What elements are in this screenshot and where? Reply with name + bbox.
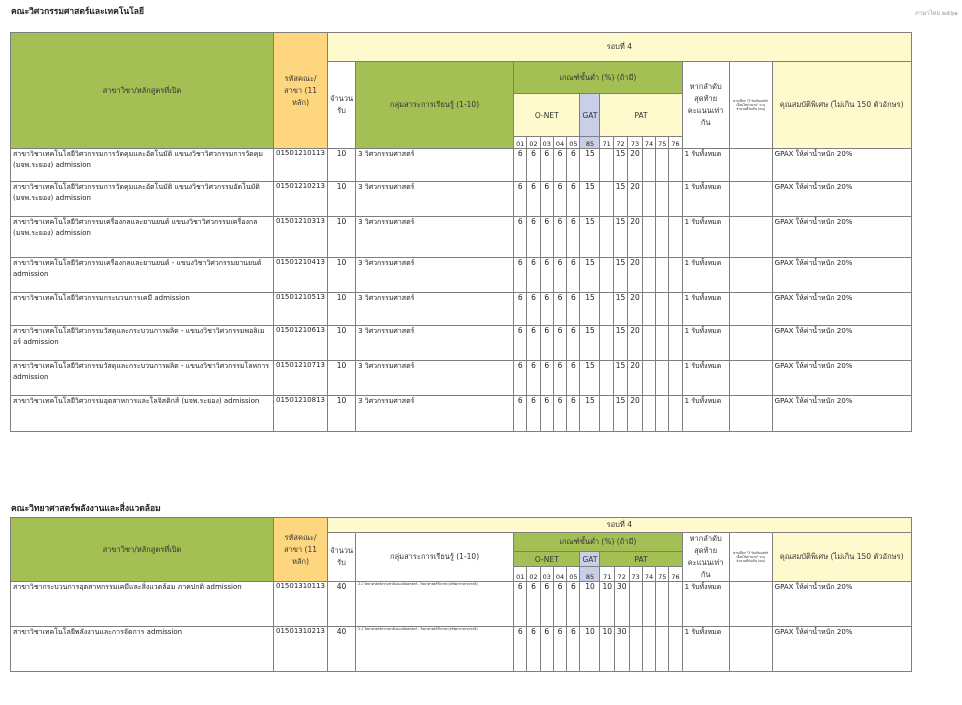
tie-extra-cell bbox=[729, 293, 772, 326]
score-cell-01: 6 bbox=[514, 627, 527, 672]
score-cell-72: 15 bbox=[613, 361, 628, 396]
score-cell-75 bbox=[656, 258, 669, 293]
group-cell: 2.1 วิทยาศาสตร์ธรรมชาติและคณิตศาสตร์ - วิทยาศาสตร์ชีวภาพ (ทรัพยากรธรรมชาติ) bbox=[356, 627, 514, 672]
score-cell-71 bbox=[600, 217, 613, 258]
score-cell-85: 15 bbox=[580, 217, 600, 258]
major-cell: สาขาวิชาเทคโนโลยีวิศวกรรมวัสดุและกระบวนการผลิต - แขนงวิชาวิศวกรรมโลหการ admission bbox=[11, 361, 274, 396]
header-criteria: เกณฑ์ขั้นต่ำ (%) (ถ้ามี) bbox=[514, 533, 683, 552]
header-group: กลุ่มสาระการเรียนรู้ (1-10) bbox=[356, 62, 514, 149]
score-cell-72: 30 bbox=[614, 627, 629, 672]
score-cell-76 bbox=[669, 258, 682, 293]
score-cell-05: 6 bbox=[567, 361, 580, 396]
special-cell: GPAX ให้ค่าน้ำหนัก 20% bbox=[772, 396, 911, 432]
score-cell-04: 6 bbox=[553, 217, 566, 258]
seats-cell: 40 bbox=[328, 627, 356, 672]
header-group: กลุ่มสาระการเรียนรู้ (1-10) bbox=[356, 533, 514, 582]
score-cell-74 bbox=[642, 361, 655, 396]
score-cell-01: 6 bbox=[514, 258, 527, 293]
score-cell-76 bbox=[669, 396, 682, 432]
group-cell: 3 วิศวกรรมศาสตร์ bbox=[356, 182, 514, 217]
score-cell-71 bbox=[600, 396, 613, 432]
score-cell-71 bbox=[600, 361, 613, 396]
score-cell-04: 6 bbox=[553, 326, 566, 361]
score-cell-02: 6 bbox=[527, 182, 540, 217]
code-cell: 01501210213 bbox=[274, 182, 328, 217]
section-title-engineering: คณะวิศวกรรมศาสตร์และเทคโนโลยี bbox=[11, 7, 144, 17]
tie-extra-cell bbox=[729, 258, 772, 293]
score-cell-03: 6 bbox=[540, 258, 553, 293]
score-cell-74 bbox=[642, 627, 655, 672]
score-cell-75 bbox=[656, 326, 669, 361]
header-tie: หากลำดับสุดท้ายคะแนนเท่ากัน bbox=[682, 533, 729, 582]
score-cell-73: 20 bbox=[628, 217, 643, 258]
admission-table-energy-science bbox=[10, 517, 912, 672]
tie-cell: 1 รับทั้งหมด bbox=[682, 293, 729, 326]
score-cell-71 bbox=[600, 149, 613, 182]
tie-cell: 1 รับทั้งหมด bbox=[682, 582, 729, 627]
subject-code-04: 04 bbox=[553, 137, 566, 149]
major-cell: สาขาวิชาเทคโนโลยีวิศวกรรมการวัดคุมและอัตโนมัติ แขนงวิชาวิศวกรรมอัตโนมัติ (มจพ.ระยอง) admission bbox=[11, 182, 274, 217]
score-cell-05: 6 bbox=[567, 396, 580, 432]
header-code: รหัสคณะ/ สาขา (11 หลัก) bbox=[274, 518, 328, 582]
header-gat: GAT bbox=[580, 552, 600, 567]
score-cell-05: 6 bbox=[567, 293, 580, 326]
tie-cell: 1 รับทั้งหมด bbox=[682, 627, 729, 672]
score-cell-75 bbox=[656, 627, 669, 672]
header-onet: O-NET bbox=[514, 552, 580, 567]
score-cell-75 bbox=[656, 217, 669, 258]
score-cell-04: 6 bbox=[553, 293, 566, 326]
score-cell-02: 6 bbox=[527, 326, 540, 361]
seats-cell: 10 bbox=[328, 258, 356, 293]
score-cell-05: 6 bbox=[567, 627, 580, 672]
score-cell-72: 15 bbox=[613, 293, 628, 326]
table-row bbox=[11, 361, 912, 396]
code-cell: 01501210713 bbox=[274, 361, 328, 396]
score-cell-01: 6 bbox=[514, 326, 527, 361]
header-tie-note: หากเลือก "3 รับเกินแต่ทำเงื่อนไขจำนวน" ระบุจำนวนที่รับเกิน (คน) bbox=[729, 62, 772, 149]
seats-cell: 10 bbox=[328, 326, 356, 361]
special-cell: GPAX ให้ค่าน้ำหนัก 20% bbox=[772, 361, 911, 396]
major-cell: สาขาวิชาเทคโนโลยีวิศวกรรมกระบวนการเคมี admission bbox=[11, 293, 274, 326]
score-cell-02: 6 bbox=[527, 361, 540, 396]
score-cell-85: 15 bbox=[580, 293, 600, 326]
header-special: คุณสมบัติพิเศษ (ไม่เกิน 150 ตัวอักษร) bbox=[772, 533, 911, 582]
code-cell: 01501310113 bbox=[274, 582, 328, 627]
subject-code-73: 73 bbox=[628, 137, 643, 149]
score-cell-72: 30 bbox=[614, 582, 629, 627]
seats-cell: 10 bbox=[328, 149, 356, 182]
score-cell-02: 6 bbox=[527, 217, 540, 258]
header-special: คุณสมบัติพิเศษ (ไม่เกิน 150 ตัวอักษร) bbox=[772, 62, 911, 149]
score-cell-85: 10 bbox=[580, 582, 600, 627]
score-cell-75 bbox=[656, 582, 669, 627]
score-cell-85: 15 bbox=[580, 326, 600, 361]
tie-extra-cell bbox=[729, 217, 772, 258]
code-cell: 01501210813 bbox=[274, 396, 328, 432]
score-cell-73: 20 bbox=[628, 326, 643, 361]
subject-code-05: 05 bbox=[567, 137, 580, 149]
major-cell: สาขาวิชาเทคโนโลยีวิศวกรรมวัสดุและกระบวนการผลิต - แขนงวิชาวิศวกรรมพอลิเมอร์ admission bbox=[11, 326, 274, 361]
score-cell-03: 6 bbox=[540, 582, 553, 627]
code-cell: 01501210513 bbox=[274, 293, 328, 326]
seats-cell: 10 bbox=[328, 293, 356, 326]
subject-code-76: 76 bbox=[669, 567, 682, 582]
subject-code-04: 04 bbox=[553, 567, 566, 582]
tie-extra-cell bbox=[729, 149, 772, 182]
score-cell-02: 6 bbox=[527, 627, 540, 672]
score-cell-75 bbox=[656, 396, 669, 432]
group-cell: 3 วิศวกรรมศาสตร์ bbox=[356, 326, 514, 361]
score-cell-71: 10 bbox=[600, 582, 615, 627]
score-cell-05: 6 bbox=[567, 326, 580, 361]
score-cell-02: 6 bbox=[527, 258, 540, 293]
subject-code-76: 76 bbox=[669, 137, 682, 149]
score-cell-71 bbox=[600, 326, 613, 361]
score-cell-76 bbox=[669, 326, 682, 361]
score-cell-71: 10 bbox=[600, 627, 615, 672]
table-row bbox=[11, 258, 912, 293]
score-cell-02: 6 bbox=[527, 149, 540, 182]
score-cell-72: 15 bbox=[613, 258, 628, 293]
subject-code-02: 02 bbox=[527, 137, 540, 149]
score-cell-76 bbox=[669, 149, 682, 182]
score-cell-03: 6 bbox=[540, 361, 553, 396]
major-cell: สาขาวิชาเทคโนโลยีวิศวกรรมการวัดคุมและอัตโนมัติ แขนงวิชาวิศวกรรมการวัดคุม (มจพ.ระยอง) admission bbox=[11, 149, 274, 182]
score-cell-03: 6 bbox=[540, 293, 553, 326]
score-cell-76 bbox=[669, 627, 682, 672]
corner-text: ภาษาไทย ๒๕๖๑ bbox=[914, 10, 958, 17]
tie-extra-cell bbox=[729, 627, 772, 672]
seats-cell: 40 bbox=[328, 582, 356, 627]
code-cell: 01501210413 bbox=[274, 258, 328, 293]
score-cell-04: 6 bbox=[553, 627, 566, 672]
score-cell-72: 15 bbox=[613, 396, 628, 432]
subject-code-75: 75 bbox=[656, 567, 669, 582]
major-cell: สาขาวิชากระบวนการอุตสาหกรรมเคมีและสิ่งแวดล้อม ภาคปกติ admission bbox=[11, 582, 274, 627]
score-cell-01: 6 bbox=[514, 396, 527, 432]
score-cell-02: 6 bbox=[527, 293, 540, 326]
score-cell-05: 6 bbox=[567, 182, 580, 217]
subject-code-85: 85 bbox=[580, 567, 600, 582]
score-cell-03: 6 bbox=[540, 326, 553, 361]
score-cell-03: 6 bbox=[540, 396, 553, 432]
seats-cell: 10 bbox=[328, 361, 356, 396]
score-cell-74 bbox=[642, 217, 655, 258]
group-cell: 3 วิศวกรรมศาสตร์ bbox=[356, 217, 514, 258]
table-row bbox=[11, 149, 912, 182]
score-cell-05: 6 bbox=[567, 258, 580, 293]
score-cell-05: 6 bbox=[567, 582, 580, 627]
tie-cell: 1 รับทั้งหมด bbox=[682, 149, 729, 182]
subject-code-71: 71 bbox=[600, 137, 613, 149]
tie-extra-cell bbox=[729, 396, 772, 432]
special-cell: GPAX ให้ค่าน้ำหนัก 20% bbox=[772, 217, 911, 258]
header-round: รอบที่ 4 bbox=[328, 518, 912, 533]
special-cell: GPAX ให้ค่าน้ำหนัก 20% bbox=[772, 293, 911, 326]
header-pat: PAT bbox=[600, 94, 682, 137]
score-cell-04: 6 bbox=[553, 396, 566, 432]
subject-code-01: 01 bbox=[514, 137, 527, 149]
special-cell: GPAX ให้ค่าน้ำหนัก 20% bbox=[772, 627, 911, 672]
score-cell-04: 6 bbox=[553, 258, 566, 293]
header-code: รหัสคณะ/ สาขา (11 หลัก) bbox=[274, 33, 328, 149]
score-cell-75 bbox=[656, 293, 669, 326]
score-cell-73: 20 bbox=[628, 149, 643, 182]
header-pat: PAT bbox=[600, 552, 682, 567]
code-cell: 01501210113 bbox=[274, 149, 328, 182]
score-cell-76 bbox=[669, 217, 682, 258]
score-cell-72: 15 bbox=[613, 326, 628, 361]
subject-code-72: 72 bbox=[613, 137, 628, 149]
score-cell-01: 6 bbox=[514, 149, 527, 182]
special-cell: GPAX ให้ค่าน้ำหนัก 20% bbox=[772, 258, 911, 293]
score-cell-85: 15 bbox=[580, 149, 600, 182]
tie-cell: 1 รับทั้งหมด bbox=[682, 217, 729, 258]
group-cell: 3 วิศวกรรมศาสตร์ bbox=[356, 361, 514, 396]
subject-code-72: 72 bbox=[614, 567, 629, 582]
tie-cell: 1 รับทั้งหมด bbox=[682, 182, 729, 217]
score-cell-01: 6 bbox=[514, 582, 527, 627]
score-cell-01: 6 bbox=[514, 217, 527, 258]
subject-code-05: 05 bbox=[567, 567, 580, 582]
score-cell-74 bbox=[642, 582, 655, 627]
score-cell-74 bbox=[642, 326, 655, 361]
table-row bbox=[11, 582, 912, 627]
score-cell-01: 6 bbox=[514, 293, 527, 326]
header-round: รอบที่ 4 bbox=[328, 33, 912, 62]
special-cell: GPAX ให้ค่าน้ำหนัก 20% bbox=[772, 582, 911, 627]
major-cell: สาขาวิชาเทคโนโลยีวิศวกรรมเครื่องกลและยานยนต์ - แขนงวิชาวิศวกรรมยานยนต์ admission bbox=[11, 258, 274, 293]
score-cell-76 bbox=[669, 293, 682, 326]
table-row bbox=[11, 182, 912, 217]
code-cell: 01501310213 bbox=[274, 627, 328, 672]
seats-cell: 10 bbox=[328, 396, 356, 432]
admission-table-engineering bbox=[10, 32, 912, 432]
score-cell-04: 6 bbox=[553, 182, 566, 217]
score-cell-04: 6 bbox=[553, 361, 566, 396]
score-cell-75 bbox=[656, 149, 669, 182]
header-tie: หากลำดับสุดท้ายคะแนนเท่ากัน bbox=[682, 62, 729, 149]
score-cell-72: 15 bbox=[613, 149, 628, 182]
score-cell-74 bbox=[642, 258, 655, 293]
score-cell-01: 6 bbox=[514, 361, 527, 396]
group-cell: 3 วิศวกรรมศาสตร์ bbox=[356, 396, 514, 432]
score-cell-85: 15 bbox=[580, 396, 600, 432]
score-cell-73 bbox=[629, 627, 642, 672]
tie-extra-cell bbox=[729, 326, 772, 361]
header-major: สาขาวิชา/หลักสูตรที่เปิด bbox=[11, 33, 274, 149]
table-row bbox=[11, 326, 912, 361]
tie-extra-cell bbox=[729, 361, 772, 396]
header-seats: จำนวน รับ bbox=[328, 62, 356, 149]
score-cell-03: 6 bbox=[540, 149, 553, 182]
code-cell: 01501210613 bbox=[274, 326, 328, 361]
tie-cell: 1 รับทั้งหมด bbox=[682, 396, 729, 432]
score-cell-71 bbox=[600, 293, 613, 326]
section-title-energy-science: คณะวิทยาศาสตร์พลังงานและสิ่งแวดล้อม bbox=[11, 504, 161, 514]
table-row bbox=[11, 396, 912, 432]
subject-code-73: 73 bbox=[629, 567, 642, 582]
major-cell: สาขาวิชาเทคโนโลยีวิศวกรรมอุตสาหการและโลจิสติกส์ (มจพ.ระยอง) admission bbox=[11, 396, 274, 432]
group-cell: 2.1 วิทยาศาสตร์ธรรมชาติและคณิตศาสตร์ - วิทยาศาสตร์ชีวภาพ (ทรัพยากรธรรมชาติ) bbox=[356, 582, 514, 627]
score-cell-74 bbox=[642, 182, 655, 217]
score-cell-04: 6 bbox=[553, 582, 566, 627]
header-onet: O-NET bbox=[514, 94, 580, 137]
score-cell-73: 20 bbox=[628, 258, 643, 293]
special-cell: GPAX ให้ค่าน้ำหนัก 20% bbox=[772, 149, 911, 182]
tie-cell: 1 รับทั้งหมด bbox=[682, 326, 729, 361]
subject-code-74: 74 bbox=[642, 567, 655, 582]
score-cell-73: 20 bbox=[628, 361, 643, 396]
tie-cell: 1 รับทั้งหมด bbox=[682, 361, 729, 396]
header-tie-note: หากเลือก "3 รับเกินแต่ทำเงื่อนไขจำนวน" ระบุจำนวนที่รับเกิน (คน) bbox=[729, 533, 772, 582]
special-cell: GPAX ให้ค่าน้ำหนัก 20% bbox=[772, 326, 911, 361]
score-cell-03: 6 bbox=[540, 182, 553, 217]
subject-code-02: 02 bbox=[527, 567, 540, 582]
score-cell-05: 6 bbox=[567, 217, 580, 258]
code-cell: 01501210313 bbox=[274, 217, 328, 258]
score-cell-01: 6 bbox=[514, 182, 527, 217]
subject-code-03: 03 bbox=[540, 567, 553, 582]
score-cell-75 bbox=[656, 182, 669, 217]
score-cell-05: 6 bbox=[567, 149, 580, 182]
score-cell-74 bbox=[642, 396, 655, 432]
tie-cell: 1 รับทั้งหมด bbox=[682, 258, 729, 293]
score-cell-75 bbox=[656, 361, 669, 396]
score-cell-04: 6 bbox=[553, 149, 566, 182]
major-cell: สาขาวิชาเทคโนโลยีวิศวกรรมเครื่องกลและยานยนต์ แขนงวิชาวิศวกรรมเครื่องกล (มจพ.ระยอง) admission bbox=[11, 217, 274, 258]
tie-extra-cell bbox=[729, 582, 772, 627]
group-cell: 3 วิศวกรรมศาสตร์ bbox=[356, 258, 514, 293]
seats-cell: 10 bbox=[328, 217, 356, 258]
subject-code-74: 74 bbox=[642, 137, 655, 149]
header-criteria: เกณฑ์ขั้นต่ำ (%) (ถ้ามี) bbox=[514, 62, 683, 94]
subject-code-85: 85 bbox=[580, 137, 600, 149]
table-row bbox=[11, 217, 912, 258]
score-cell-76 bbox=[669, 582, 682, 627]
score-cell-02: 6 bbox=[527, 396, 540, 432]
score-cell-71 bbox=[600, 258, 613, 293]
score-cell-85: 10 bbox=[580, 627, 600, 672]
score-cell-02: 6 bbox=[527, 582, 540, 627]
tie-extra-cell bbox=[729, 182, 772, 217]
score-cell-76 bbox=[669, 361, 682, 396]
seats-cell: 10 bbox=[328, 182, 356, 217]
table-row bbox=[11, 627, 912, 672]
score-cell-03: 6 bbox=[540, 627, 553, 672]
score-cell-73: 20 bbox=[628, 396, 643, 432]
subject-code-01: 01 bbox=[514, 567, 527, 582]
score-cell-03: 6 bbox=[540, 217, 553, 258]
group-cell: 3 วิศวกรรมศาสตร์ bbox=[356, 293, 514, 326]
score-cell-85: 15 bbox=[580, 258, 600, 293]
header-seats: จำนวน รับ bbox=[328, 533, 356, 582]
subject-code-03: 03 bbox=[540, 137, 553, 149]
score-cell-71 bbox=[600, 182, 613, 217]
score-cell-73: 20 bbox=[628, 293, 643, 326]
score-cell-73: 20 bbox=[628, 182, 643, 217]
score-cell-72: 15 bbox=[613, 182, 628, 217]
special-cell: GPAX ให้ค่าน้ำหนัก 20% bbox=[772, 182, 911, 217]
header-gat: GAT bbox=[580, 94, 600, 137]
header-major: สาขาวิชา/หลักสูตรที่เปิด bbox=[11, 518, 274, 582]
score-cell-85: 15 bbox=[580, 361, 600, 396]
score-cell-72: 15 bbox=[613, 217, 628, 258]
score-cell-74 bbox=[642, 293, 655, 326]
score-cell-73 bbox=[629, 582, 642, 627]
score-cell-74 bbox=[642, 149, 655, 182]
table-row bbox=[11, 293, 912, 326]
group-cell: 3 วิศวกรรมศาสตร์ bbox=[356, 149, 514, 182]
subject-code-71: 71 bbox=[600, 567, 615, 582]
score-cell-76 bbox=[669, 182, 682, 217]
subject-code-75: 75 bbox=[656, 137, 669, 149]
score-cell-85: 15 bbox=[580, 182, 600, 217]
major-cell: สาขาวิชาเทคโนโลยีพลังงานและการจัดการ admission bbox=[11, 627, 274, 672]
